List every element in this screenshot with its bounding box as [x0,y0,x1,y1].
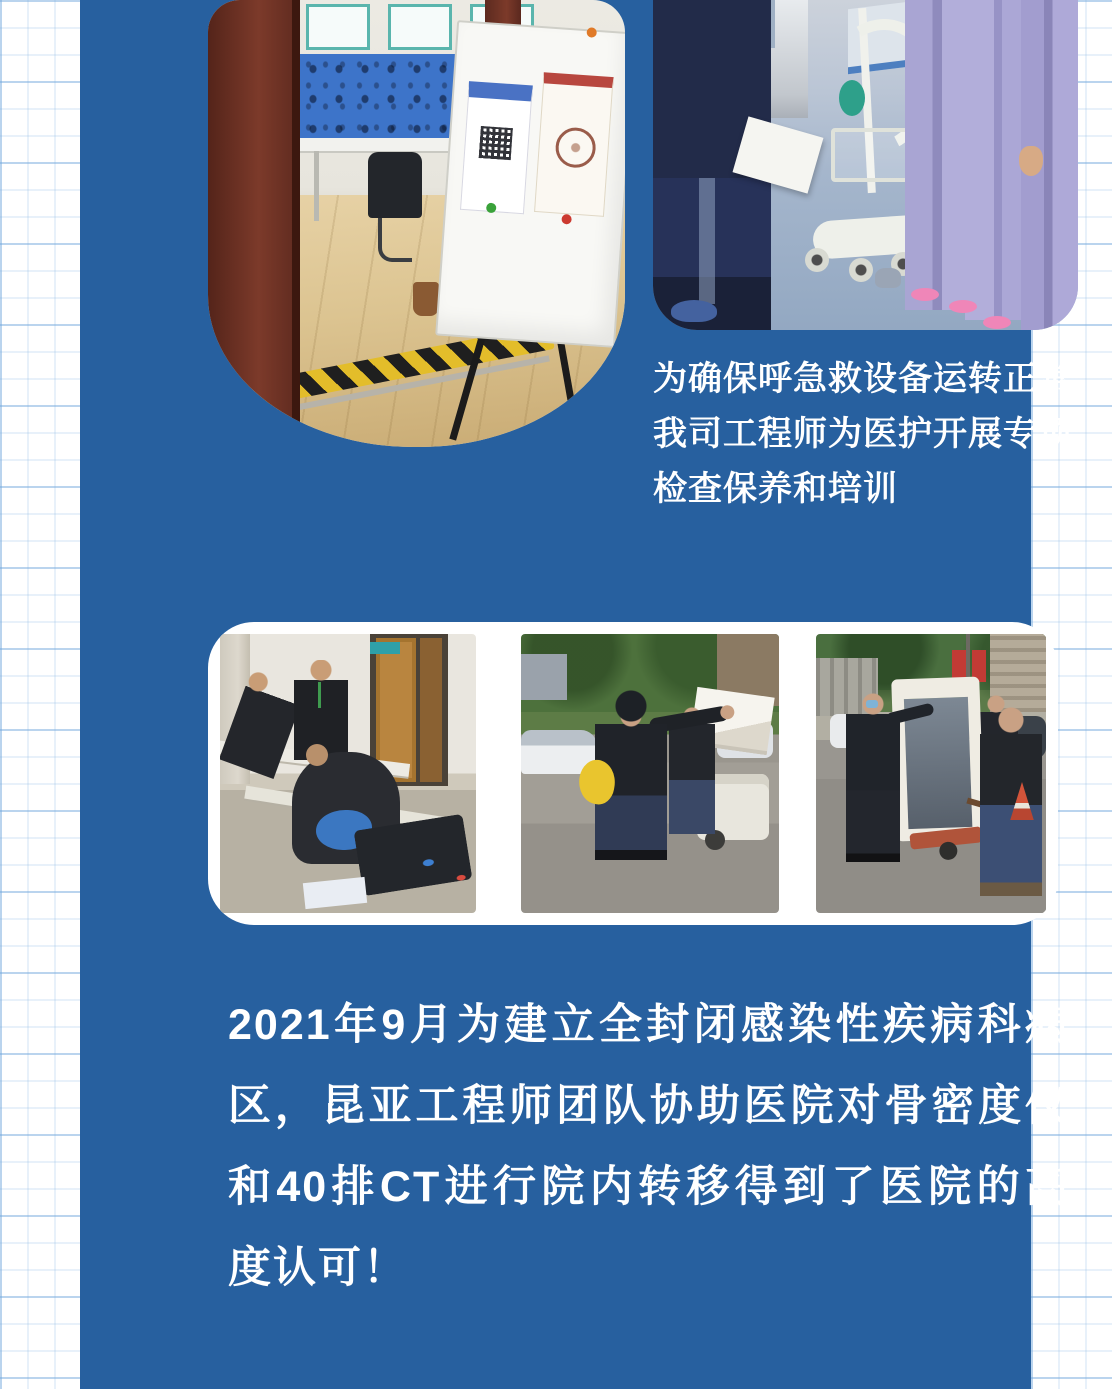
photo-strip-card [208,622,1058,925]
caption-ct-relocation [228,985,1070,1309]
shoe-cover [671,300,717,322]
pink-clog [911,288,939,301]
caption-line: 和40排CT进行院内转移得到了医院的高 [228,1163,1070,1211]
wood-door [420,638,442,782]
nurse-figure [905,0,971,310]
whiteboard-easel [435,20,625,348]
caption-line: 我司工程师为医护开展专项 [653,415,1073,453]
photo-gantry-move [816,634,1046,913]
caption-line: 2021年9月为建立全封闭感染性疾病科病 [228,1001,1070,1049]
cart-basket [831,128,911,182]
pink-clog [983,316,1011,329]
caption-line: 度认可！ [228,1244,408,1292]
magnet-dot [561,214,572,225]
pink-clog [949,300,977,313]
magnet-dot [586,27,597,38]
photo-ventilator-training [653,0,1078,330]
caption-line: 区，昆亚工程师团队协助医院对骨密度仪 [228,1082,1070,1130]
office-chair [368,152,422,218]
hand [1019,146,1043,176]
grid-margin-left [0,0,80,1389]
photo-equipment-carry [521,634,779,913]
breathing-bag [839,80,865,116]
cart-wheel [849,258,873,282]
wall-frame [306,4,370,50]
engineer-figure [980,706,1042,896]
foam-box [303,877,367,909]
notice-poster [534,72,614,217]
photo-workshop-room [208,0,625,447]
gray-clog [875,268,901,288]
cart-wheel [805,248,829,272]
qr-poster [460,81,533,214]
door-sign [370,642,400,654]
building [521,654,567,700]
caption-line: 检查保养和培训 [653,470,898,508]
photo-ct-disassembly [220,634,476,913]
wall-frame [388,4,452,50]
caption-line: 为确保呼急救设备运转正常， [653,360,1108,398]
door-leaf [208,0,300,447]
gantry-frame [891,677,985,842]
caption-equipment-training [653,352,1108,517]
blue-content-panel [80,0,1108,1389]
waste-bin [413,282,439,316]
engineer-figure [846,692,900,862]
